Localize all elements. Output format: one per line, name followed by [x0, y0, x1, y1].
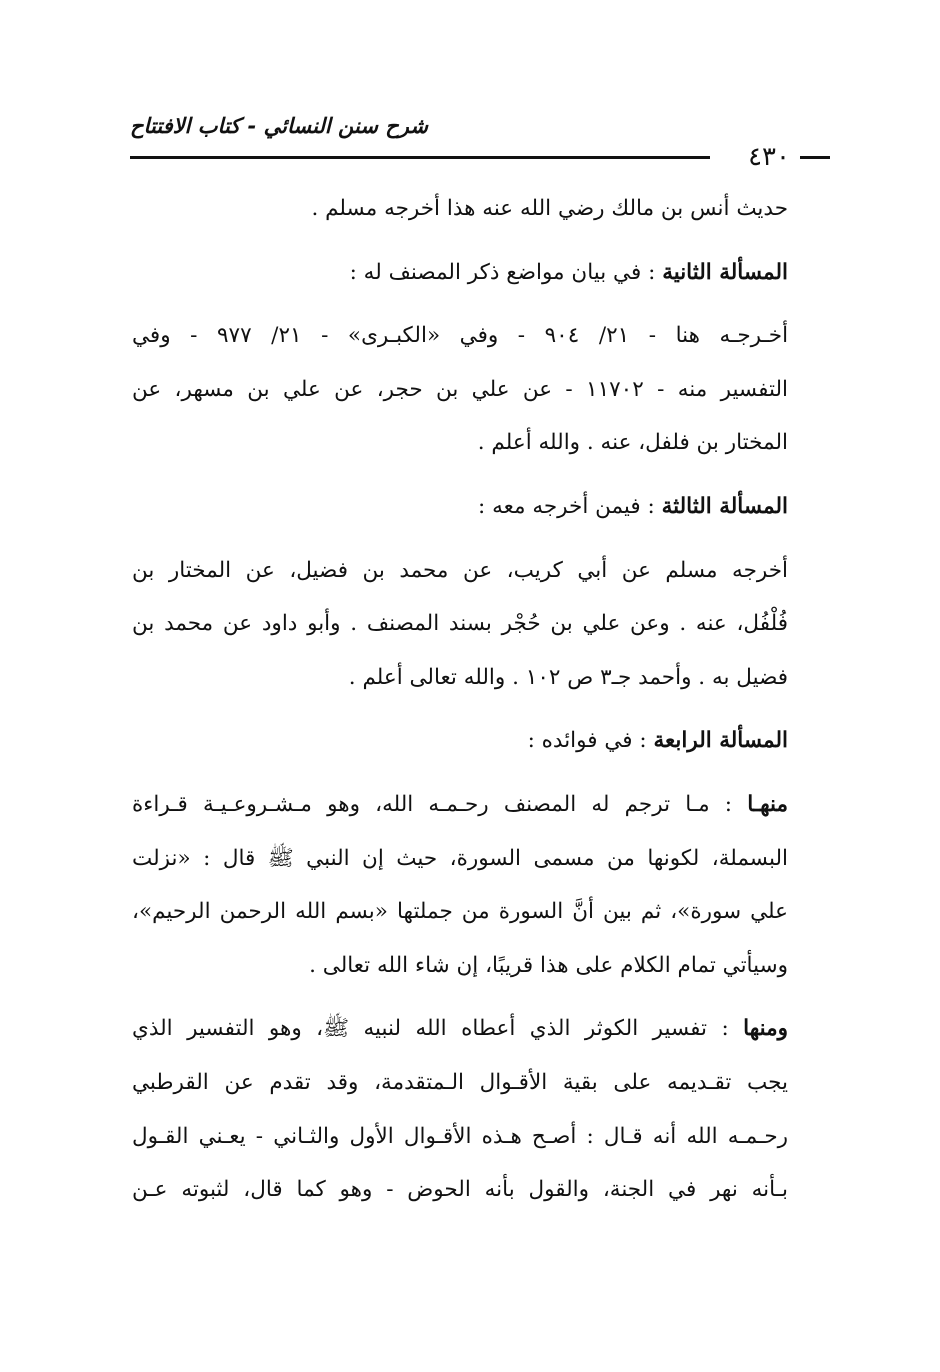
paragraph — [132, 182, 788, 236]
text-line: يجب تقـديمه على بقية الأقـوال الـمتقدمة، وقد تقدم عن القرطبي — [132, 1069, 788, 1095]
text-line — [132, 714, 788, 768]
running-header — [130, 112, 830, 172]
text-line: البسملة، لكونها من مسمى السورة، حيث إن النبي ﷺ قال : «نزلت — [132, 845, 788, 871]
section-heading — [132, 480, 788, 534]
paragraph — [132, 544, 788, 705]
text-line — [132, 1002, 788, 1056]
text-line: التفسير منه - ١١٧٠٢ - عن علي بن حجر، عن علي بن مسهر، عن — [132, 376, 788, 402]
line-rest: : تفسير الكوثر الذي أعطاه الله لنبيه ﷺ، وهو التفسير الذي — [132, 1016, 729, 1042]
paragraph-lead: منهـا — [747, 791, 788, 817]
heading-rest: : في فوائده : — [527, 728, 647, 754]
section-heading — [132, 246, 788, 300]
text-line: أخرجه مسلم عن أبي كريب، عن محمد بن فضيل، عن المختار بن — [132, 557, 788, 583]
text-line: وسيأتي تمام الكلام على هذا قريبًا، إن شاء الله تعالى . — [309, 952, 788, 978]
text-line — [132, 480, 788, 534]
line-rest: : مـا ترجم له المصنف رحـمـه الله، وهو مـشـروعـيـة قـراءة — [132, 791, 733, 817]
text-line: فُلْفُل، عنه . وعن علي بن حُجْر بسند المصنف . وأبو داود عن محمد بن — [132, 611, 788, 637]
paragraph-lead: ومنها — [743, 1016, 788, 1042]
book-title: شرح سنن النسائي - كتاب الافتتاح — [130, 114, 428, 138]
text-line: حديث أنس بن مالك رضي الله عنه هذا أخرجه مسلم . — [311, 196, 788, 221]
heading-lead: المسألة الرابعة — [653, 728, 788, 754]
paragraph-gap — [132, 992, 788, 1002]
header-rule — [130, 156, 710, 159]
paragraph-gap — [132, 236, 788, 246]
paragraph — [132, 778, 788, 992]
section-heading — [132, 714, 788, 768]
heading-lead: المسألة الثانية — [662, 259, 788, 285]
text-line — [132, 246, 788, 300]
text-line: علي سورة»، ثم بين أنَّ السورة من جملتها «بسم الله الرحمن الرحيم»، — [132, 899, 788, 925]
header-dash — [800, 156, 830, 159]
paragraph — [132, 309, 788, 470]
heading-lead: المسألة الثالثة — [661, 493, 788, 519]
paragraph — [132, 1002, 788, 1216]
text-line: فضيل به . وأحمد جـ٣ ص ١٠٢ . والله تعالى أعلم . — [348, 664, 788, 690]
paragraph-gap — [132, 704, 788, 714]
text-line: أخـرجـه هنا - ٢١/ ٩٠٤ - وفي «الكبـرى» - ٢١/ ٩٧٧ - وفي — [132, 323, 788, 349]
heading-rest: : فيمن أخرجه معه : — [478, 493, 655, 519]
paragraph-gap — [132, 470, 788, 480]
paragraph-gap — [132, 299, 788, 309]
text-line: بـأنه نهر في الجنة، والقول بأنه الحوض - وهو كما قال، لثبوته عـن — [132, 1177, 788, 1203]
paragraph-gap — [132, 768, 788, 778]
page-body — [132, 182, 788, 1217]
text-line: المختار بن فلفل، عنه . والله أعلم . — [477, 430, 788, 456]
page-number: ٤٣٠ — [748, 142, 790, 172]
paragraph-gap — [132, 534, 788, 544]
text-line — [132, 778, 788, 832]
heading-rest: : في بيان مواضع ذكر المصنف له : — [349, 259, 656, 285]
text-line: رحـمـه الله أنه قـال : أصـح هـذه الأقـوال الأول والثـاني - يعـني القـول — [132, 1123, 788, 1149]
